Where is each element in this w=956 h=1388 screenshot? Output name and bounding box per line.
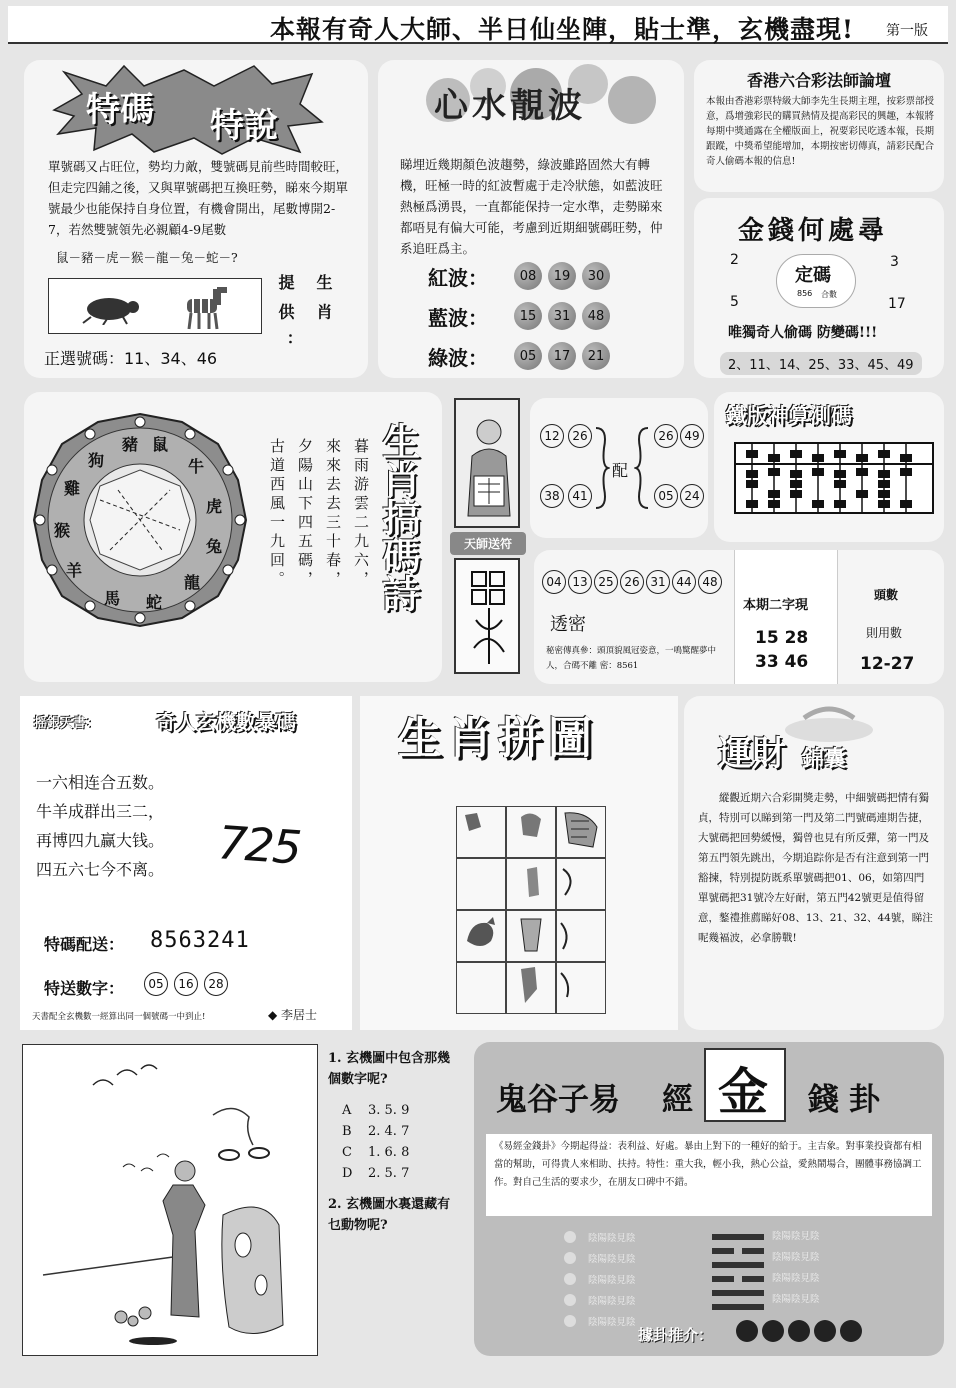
pair-mid: 配 — [612, 461, 629, 480]
puzzle-cell — [506, 962, 556, 1014]
wheel-animal: 龍 — [184, 573, 201, 592]
hexagram-row-label: 陰陽陰見陰 — [588, 1253, 636, 1265]
wave-number: 15 — [514, 302, 542, 330]
wave-number: 08 — [514, 262, 542, 290]
wave-number: 31 — [548, 302, 576, 330]
secret-num: 48 — [698, 570, 722, 594]
wheel-animal: 猴 — [54, 521, 71, 540]
zodiac-line: 鼠－豬－虎－猴－龍－兔－蛇－? — [56, 250, 238, 265]
tema-title-2: 特說 — [210, 106, 278, 146]
waves-panel — [378, 60, 684, 378]
pair-num: 24 — [680, 484, 704, 508]
two-char-nums-1: 15 28 — [755, 628, 809, 648]
wheel-animal: 狗 — [88, 451, 105, 470]
tema-panel — [24, 60, 368, 378]
special-label: 特碼配送： — [44, 935, 125, 954]
tema-body: 單號碼又占旺位，勢均力敵，雙號碼見前些時間較旺，但走完四鋪之後，又與單號碼把互換旺勢，睇來今期單號最少也能保持自身位置，有機會開出，尾數博開2-7，若然雙號領先必親顧4-9尾數 — [48, 159, 349, 237]
money-num-tr: 3 — [890, 254, 899, 270]
result-ball — [762, 1320, 784, 1342]
two-char-title: 本期二字現 — [743, 598, 809, 613]
abacus-title: 鐵版神算測碼 — [726, 403, 852, 428]
hexagram-row-label: 陰陽陰見陰 — [588, 1295, 636, 1307]
wave-row-red — [428, 256, 610, 296]
puzzle-cell — [456, 806, 506, 858]
coin-icon — [564, 1294, 576, 1306]
pair-num: 38 — [540, 484, 564, 508]
poem-side-title: 生肖搞碼詩 — [376, 422, 421, 612]
hk-master-body: 本報由香港彩票特級大師李先生長期主理，按彩票部授意，爲增強彩民的購買熱情及提高彩民的興趣，本報將每期中獎通露在全權版面上，祝要彩民吃透本報，長期跟蹤，中獎希望能增加，本期按密切傳真，請彩民配合奇人偷碼本報的信息! — [706, 96, 935, 167]
coin-icon — [564, 1252, 576, 1264]
result-ball — [788, 1320, 810, 1342]
poem-line: 夕陽山下四五碼， — [296, 438, 314, 590]
sage-figure-icon — [462, 406, 516, 524]
quiz-options — [328, 1100, 460, 1184]
use-val: 12-27 — [860, 654, 915, 674]
hexagram-row — [564, 1247, 694, 1268]
heaven-line: 牛羊成群出三二， — [36, 802, 165, 821]
quiz-option-value: 1. 6. 8 — [368, 1145, 410, 1160]
hexagram-rows-right — [772, 1226, 882, 1310]
result-ball — [736, 1320, 758, 1342]
hexagram-row — [564, 1289, 694, 1310]
heaven-author: ◆ 李居士 — [268, 1008, 318, 1022]
hexagram-rows — [564, 1226, 694, 1331]
wave-number: 05 — [514, 342, 542, 370]
main-numbers: 正選號碼：11、34、46 — [44, 349, 218, 368]
fortune-title-1: 運財 — [718, 734, 786, 774]
puzzle-cell — [456, 962, 506, 1014]
money-num-bl: 5 — [730, 294, 739, 310]
puzzle-cell — [456, 858, 506, 910]
puzzle-cell — [506, 910, 556, 962]
gift-nums — [144, 972, 230, 996]
waves-body: 睇埋近幾期顏色波趨勢，綠波雖路固然大有轉機，旺極一時的紅波暫處于走冷狀態，如藍波旺熱極爲湧畏，一直都能保持一定水準，走勢睇來都唔見有偏大可能，考慮到近期細號碼旺勢，仲系追旺爲主。 — [400, 157, 663, 256]
hexagram-row-label: 陰陽陰見陰 — [588, 1316, 636, 1328]
quiz-option-key: B — [342, 1124, 352, 1139]
quiz-option — [342, 1142, 460, 1163]
coin-icon — [564, 1315, 576, 1327]
talisman-panel — [450, 398, 526, 680]
wheel-animal: 豬 — [122, 435, 139, 454]
quiz-option-key: C — [342, 1145, 352, 1160]
guigu-title-1: 鬼谷子易 — [496, 1082, 620, 1118]
quiz-q2: 2. 玄機圖水裏還藏有乜動物呢? — [328, 1197, 451, 1233]
wave-row-green — [428, 336, 610, 376]
talisman-charm-box — [454, 558, 520, 674]
pair-num: 41 — [568, 484, 592, 508]
heaven-lines — [36, 768, 164, 884]
handwritten-number: 725 — [216, 815, 302, 875]
two-char-nums-2: 33 46 — [755, 652, 809, 672]
quiz-option-value: 3. 5. 9 — [368, 1103, 410, 1118]
hexagram-row — [564, 1226, 694, 1247]
animal-picture-box — [48, 278, 262, 334]
talisman-label: 天師送符 — [450, 532, 526, 555]
secret-num: 31 — [646, 570, 670, 594]
secret-panel — [534, 550, 944, 684]
guigu-body: 《易經金錢卦》今期起得益：表利益、好處。暴由上對下的一種好的給于。主吉象。對事業投資都有相當的幫助，可得貴人來相助、扶持。特性：重大我，輕小我，熱心公益，愛熱鬧場合，團體事務協調工作。對自己生活的要求少，在朋友口碑中不錯。 — [486, 1134, 932, 1216]
wave-label: 綠波： — [428, 345, 488, 370]
heaven-line: 四五六七今不离。 — [36, 860, 165, 879]
quiz-option — [342, 1121, 460, 1142]
guigu-panel — [474, 1042, 944, 1356]
money-title: 金錢何處尋 — [738, 216, 889, 246]
secret-num: 26 — [620, 570, 644, 594]
hk-master-title: 香港六合彩法師論壇 — [746, 71, 891, 90]
zodiac-label: 生 肖 — [314, 274, 333, 324]
wheel-animal: 牛 — [188, 457, 205, 476]
scene-panel — [22, 1044, 318, 1356]
money-panel — [694, 198, 944, 378]
provide-label: 提 供 ： — [276, 274, 295, 354]
edition-label: 第一版 — [886, 23, 928, 39]
puzzle-cell — [456, 910, 506, 962]
wave-number: 48 — [582, 302, 610, 330]
wheel-animal-labels — [30, 410, 250, 630]
wheel-animal: 蛇 — [146, 593, 163, 612]
money-center — [776, 254, 856, 308]
left-brace-icon — [594, 426, 610, 510]
gift-num: 28 — [204, 972, 228, 996]
guigu-footer: 據卦推介： — [638, 1326, 714, 1344]
coin-icon — [564, 1231, 576, 1243]
talisman-figure-box — [454, 398, 520, 528]
puzzle-cell — [556, 910, 606, 962]
hk-master-panel — [694, 60, 944, 192]
wheel-animal: 鼠 — [152, 435, 169, 454]
abacus-icon — [734, 442, 934, 514]
gift-num: 16 — [174, 972, 198, 996]
gift-num: 05 — [144, 972, 168, 996]
two-char-box — [734, 550, 838, 684]
heaven-line: 一六相连合五数。 — [36, 773, 165, 792]
hexagram-row-label: 陰陽陰見陰 — [588, 1274, 636, 1286]
wave-label: 紅波： — [428, 265, 488, 290]
puzzle-cell — [556, 858, 606, 910]
poem-line: 暮雨游雲二九六， — [352, 438, 370, 590]
puzzle-title: 生肖拼圖 — [398, 713, 598, 764]
puzzle-cell — [556, 962, 606, 1014]
headline: 本報有奇人大師、半日仙坐陣，貼士準，玄機盡現! — [270, 15, 854, 44]
guigu-title-2: 經 — [662, 1082, 693, 1118]
guigu-title-4: 錢卦 — [808, 1082, 890, 1118]
wave-number: 19 — [548, 262, 576, 290]
secret-num: 13 — [568, 570, 592, 594]
pairing-panel — [530, 398, 708, 538]
wave-number: 17 — [548, 342, 576, 370]
quiz-option-value: 2. 4. 7 — [368, 1124, 410, 1139]
special-val: 8563241 — [150, 928, 250, 953]
quiz-option-value: 2. 5. 7 — [368, 1166, 410, 1181]
puzzle-panel — [360, 696, 678, 1030]
wave-row-blue — [428, 296, 610, 336]
hexagram-row: 陰陽陰見陰 — [772, 1294, 820, 1305]
beetle-icon — [77, 289, 143, 325]
puzzle-grid — [456, 806, 604, 998]
landscape-illustration — [23, 1045, 318, 1356]
poem-line: 來來去去三十春， — [324, 438, 342, 590]
money-num-br: 17 — [888, 296, 906, 312]
pair-num: 05 — [654, 484, 678, 508]
fortune-panel — [684, 696, 944, 1030]
pair-num: 12 — [540, 424, 564, 448]
hexagram-row-label: 陰陽陰見陰 — [588, 1232, 636, 1244]
quiz-option — [342, 1163, 460, 1184]
money-center-sub: 合數 — [821, 290, 837, 299]
hexagram-row: 陰陽陰見陰 — [772, 1273, 820, 1284]
fortune-body: 縱觀近期六合彩開獎走勢，中細號碼把情有獨貞，特別可以睇到第一門及第二門號碼連期告捷，大號碼把回勢緩慢，獨曾也見有所反彈，第一門及第五門領先跳出，今期追踪你是否有注意到第一門豁揀，特別提防既系單號碼把01、06，如第四門單號碼把31號冷左好耐，第五門42號更是值得留意，鏊禮推薦睇好08、13、21、32、44號，睇注呢幾褔波，必拿勝戰! — [698, 792, 933, 944]
quiz-panel — [328, 1048, 460, 1348]
secret-num: 44 — [672, 570, 696, 594]
secret-label: 透密 — [550, 614, 586, 635]
wheel-animal: 雞 — [64, 479, 81, 498]
secret-num: 04 — [542, 570, 566, 594]
coin-icon — [564, 1273, 576, 1285]
poem-line: 古道西風一九回。 — [268, 438, 286, 590]
wheel-animal: 兔 — [206, 537, 223, 556]
result-ball — [840, 1320, 862, 1342]
use-title-1: 頭數 — [874, 588, 899, 602]
heaven-footer: 天書配全玄機數一經算出同一個號碼一中到止! — [32, 1012, 206, 1022]
zebra-icon — [179, 283, 229, 331]
quiz-q1: 1. 玄機圖中包含那幾個數字呢? — [328, 1051, 451, 1087]
charm-icon — [466, 568, 512, 668]
guigu-title-3: 金 — [718, 1062, 768, 1121]
wave-rows — [428, 256, 610, 376]
secret-num: 25 — [594, 570, 618, 594]
right-brace-icon — [634, 426, 650, 510]
poem-block — [252, 438, 372, 658]
fortune-title-2: 錦囊 — [802, 746, 847, 772]
abacus-panel — [714, 392, 944, 542]
puzzle-cell — [506, 858, 556, 910]
heaven-book-panel — [20, 696, 352, 1030]
header-bar — [8, 6, 948, 44]
secret-note: 秘密傳真參：頭頂貌風冠姿意，一鳴驚醒夢中人，合碼不離 密：8561 — [546, 646, 717, 671]
secret-nums — [542, 570, 724, 594]
pair-num: 26 — [654, 424, 678, 448]
waves-title: 心水靚波 — [434, 86, 586, 126]
quiz-option-key: D — [342, 1166, 353, 1181]
money-center-code: 856 — [797, 289, 813, 298]
money-num-tl: 2 — [730, 252, 739, 268]
use-title-2: 則用數 — [866, 626, 903, 640]
heaven-tag: 摇銀天書： — [34, 716, 100, 731]
hexagram-row — [564, 1268, 694, 1289]
wheel-panel — [24, 392, 442, 682]
result-ball — [814, 1320, 836, 1342]
puzzle-cell — [506, 806, 556, 858]
hexagram-icon — [712, 1232, 764, 1312]
teapot-icon — [774, 704, 884, 744]
wheel-animal: 馬 — [104, 589, 121, 608]
wave-number: 21 — [582, 342, 610, 370]
quiz-option-key: A — [342, 1103, 352, 1118]
heaven-line: 再博四九赢大钱。 — [36, 831, 165, 850]
pair-num: 49 — [680, 424, 704, 448]
money-center-title: 定碼 — [795, 265, 831, 286]
pair-num: 26 — [568, 424, 592, 448]
quiz-option — [342, 1100, 460, 1121]
puzzle-cell — [556, 806, 606, 858]
wheel-animal: 虎 — [206, 497, 223, 516]
hexagram-row: 陰陽陰見陰 — [772, 1231, 820, 1242]
result-balls — [736, 1320, 862, 1342]
wheel-animal: 羊 — [66, 561, 83, 580]
gift-label: 特送數字： — [44, 979, 125, 998]
wave-label: 藍波： — [428, 305, 488, 330]
hexagram-row: 陰陽陰見陰 — [772, 1252, 820, 1263]
guigu-title-row — [496, 1048, 926, 1124]
wave-number: 30 — [582, 262, 610, 290]
money-slogan: 唯獨奇人偷碼 防變碼!!! — [728, 325, 878, 341]
tema-title-1: 特碼 — [86, 90, 154, 130]
heaven-title: 奇人玄機數暴碼 — [156, 710, 296, 734]
money-numbers: 2、11、14、25、33、45、49 — [720, 352, 922, 375]
